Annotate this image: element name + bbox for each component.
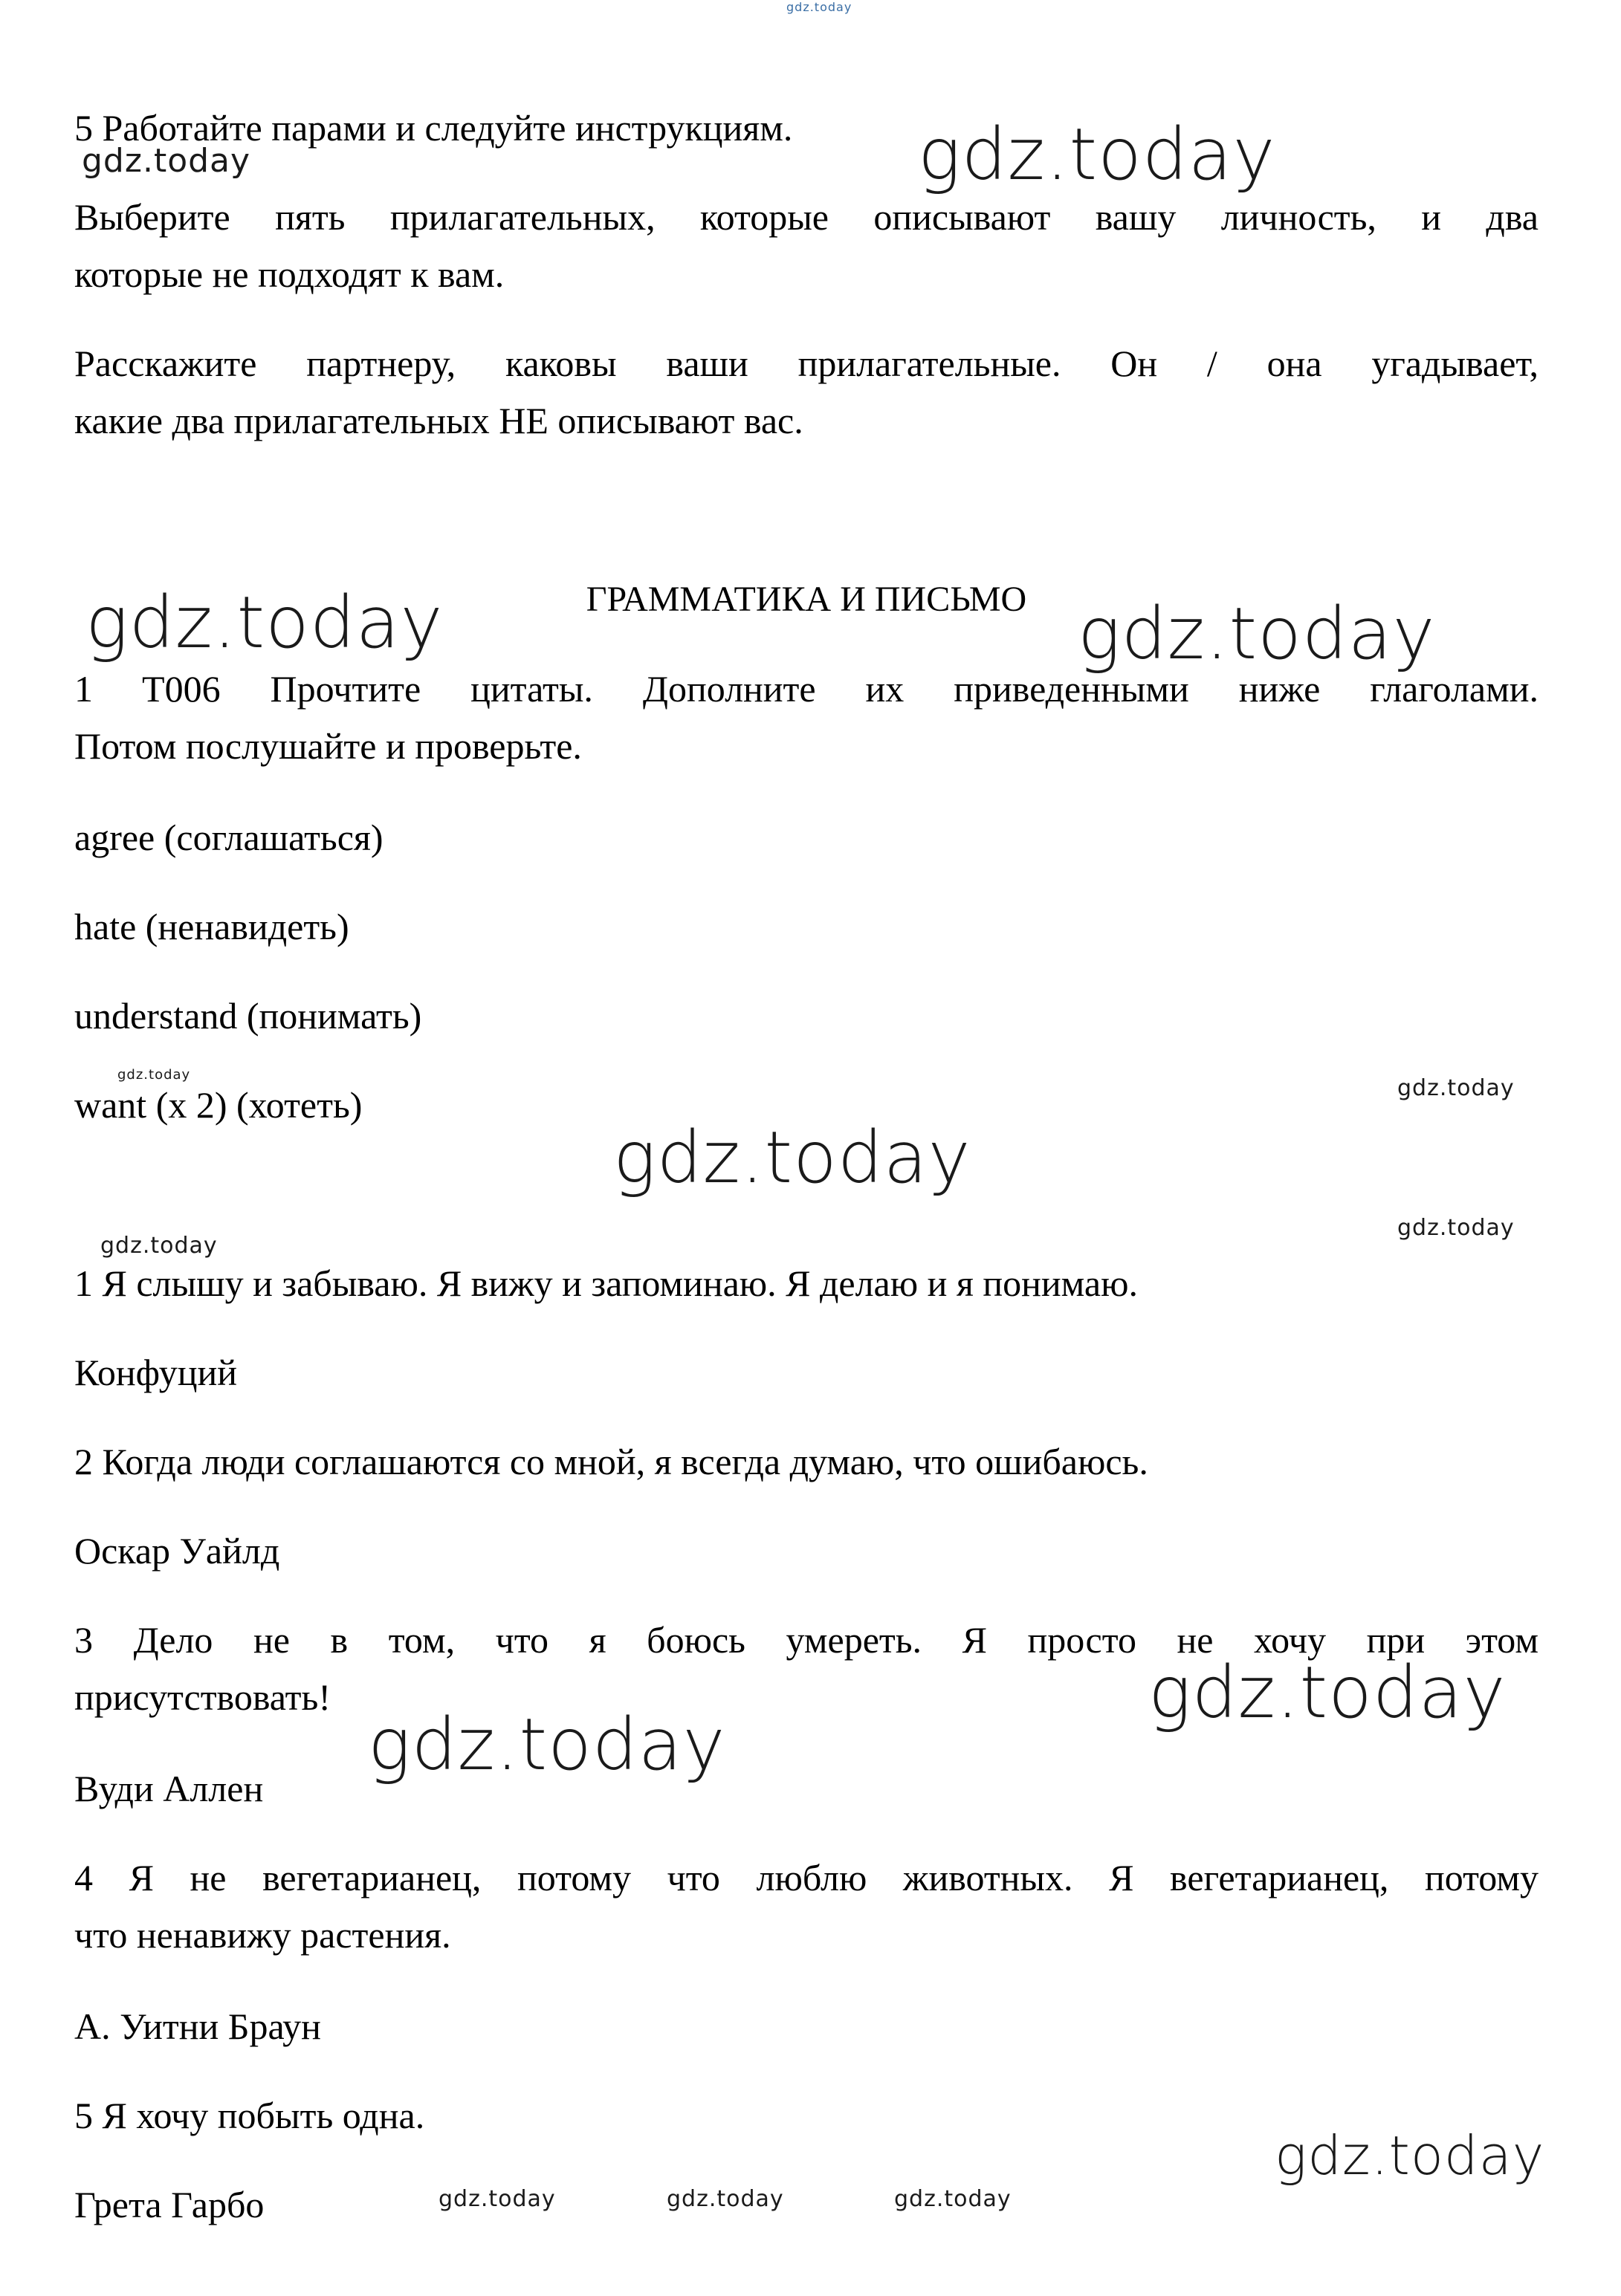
quote-text: 5 Я хочу побыть одна. (74, 2095, 425, 2136)
quote-text: 1 Я слышу и забываю. Я вижу и запоминаю. Я делаю и я понимаю. (74, 1262, 1138, 1304)
verb-item: want (x 2) (хотеть) (74, 1084, 363, 1126)
quote-author: Вуди Аллен (74, 1768, 264, 1809)
watermark: gdz.today (1397, 1075, 1515, 1101)
quote-author: Оскар Уайлд (74, 1530, 280, 1572)
verb-item: understand (понимать) (74, 995, 422, 1037)
watermark: gdz.today (1148, 1651, 1507, 1734)
quote-author: А. Уитни Браун (74, 2005, 321, 2047)
quote-text-continued: присутствовать! (74, 1676, 331, 1718)
watermark: gdz.today (918, 113, 1276, 196)
watermark: gdz.today (368, 1703, 726, 1786)
exercise-5-paragraph-2-line-2: какие два прилагательных НЕ описывают вас. (74, 400, 803, 441)
watermark: gdz.today (100, 1233, 218, 1259)
watermark: gdz.today (439, 2186, 556, 2212)
exercise-5-paragraph-1-line-2: которые не подходят к вам. (74, 253, 505, 295)
verb-item: agree (соглашаться) (74, 817, 384, 858)
quote-text: 2 Когда люди соглашаются со мной, я всегда думаю, что ошибаюсь. (74, 1441, 1148, 1482)
quote-text: 3 Дело не в том, что я боюсь умереть. Я просто не хочу при этом (74, 1619, 1539, 1661)
exercise-5-paragraph-1-line-1: Выберите пять прилагательных, которые описывают вашу личность, и два (74, 196, 1539, 238)
watermark: gdz.today (85, 581, 444, 664)
quote-text: 4 Я не вегетарианец, потому что люблю животных. Я вегетарианец, потому (74, 1857, 1539, 1898)
watermark: gdz.today (1397, 1215, 1515, 1241)
section-heading: ГРАММАТИКА И ПИСЬМО (586, 580, 1027, 619)
watermark: gdz.today (1275, 2124, 1545, 2187)
exercise-5-paragraph-2-line-1: Расскажите партнеру, каковы ваши прилагательные. Он / она угадывает, (74, 343, 1539, 384)
watermark: gdz.today (1078, 592, 1436, 675)
watermark: gdz.today (667, 2186, 784, 2212)
quote-author: Грета Гарбо (74, 2184, 265, 2225)
verb-item: hate (ненавидеть) (74, 906, 349, 947)
watermark: gdz.today (613, 1116, 971, 1199)
quote-text-continued: что ненавижу растения. (74, 1914, 451, 1956)
exercise-5-title: 5 Работайте парами и следуйте инструкциям. (74, 107, 793, 149)
watermark: gdz.today (786, 0, 852, 14)
watermark: gdz.today (894, 2186, 1012, 2212)
exercise-1-instruction-line-1: 1 T006 Прочтите цитаты. Дополните их приведенными ниже глаголами. (74, 668, 1539, 710)
watermark: gdz.today (117, 1067, 191, 1083)
quote-author: Конфуций (74, 1352, 238, 1393)
watermark: gdz.today (82, 142, 251, 180)
exercise-1-instruction-line-2: Потом послушайте и проверьте. (74, 725, 582, 767)
